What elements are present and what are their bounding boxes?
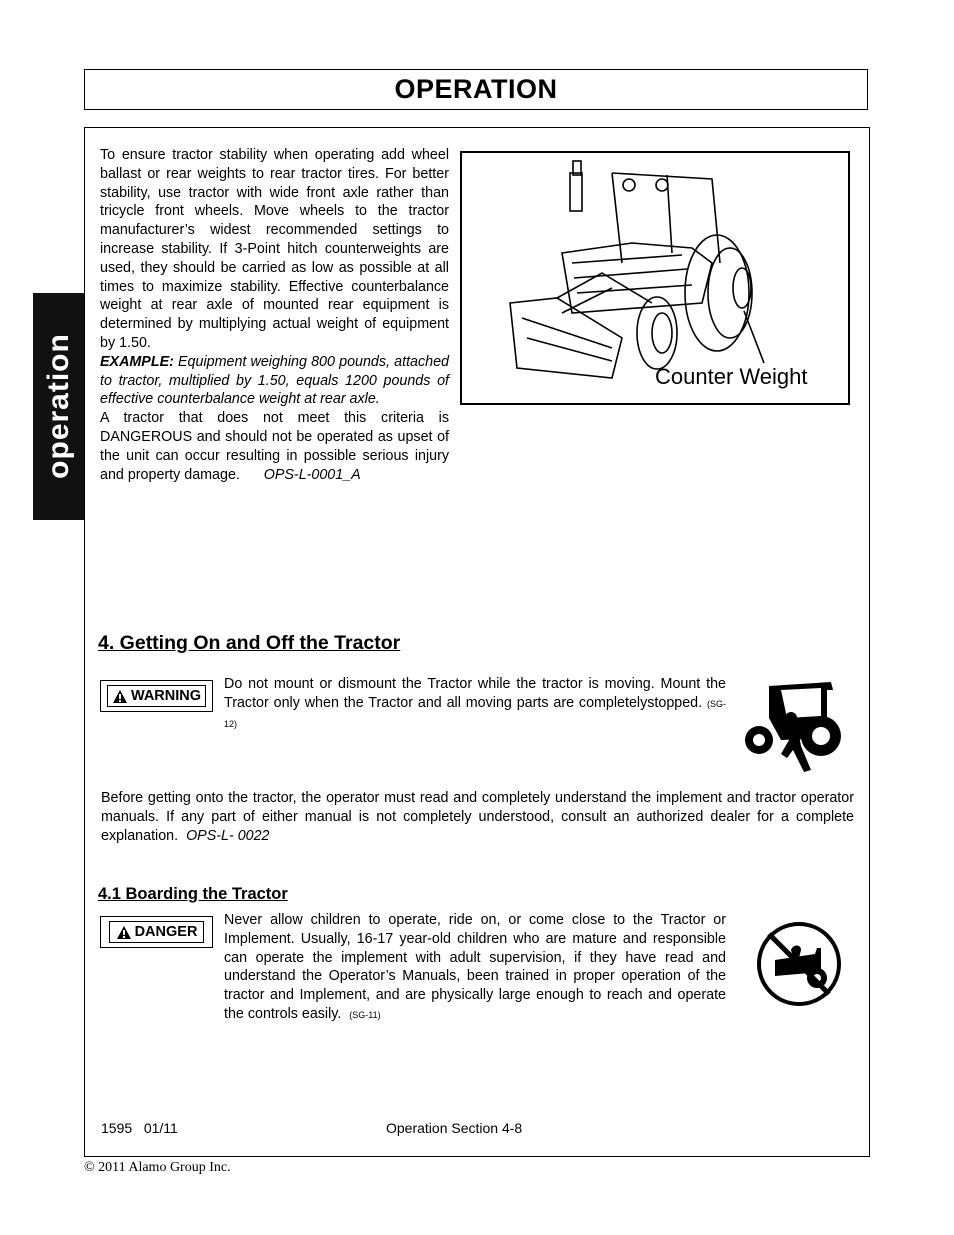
no-children-icon [755,920,843,1008]
stability-text-block [100,146,449,484]
mount-tractor-icon [741,678,845,776]
mount-warning-ref: (SG-12) [224,698,726,729]
danger-badge [100,916,213,948]
manuals-paragraph [101,789,854,845]
criteria-paragraph [100,409,449,484]
warning-triangle-icon [112,689,128,704]
counterweight-figure [460,151,850,405]
side-tab-label: operation [42,333,75,479]
danger-badge-label: DANGER [134,924,198,940]
example-text: Equipment weighing 800 pounds, attached to tractor, multiplied by 1.50, equals 1200 pounds of effective counterbalance weight at rear axle. [100,353,449,408]
criteria-ref: OPS-L-0001_A [263,466,361,483]
stability-paragraph: To ensure tractor stability when operating add wheel ballast or rear weights to rear tractor tires. For better stability, use tractor with wide front axle rather than tricycle front wheels. Move wheels to the tractor manufacturer’s widest recommended settings to increase stability. If 3-Point hitch counterweights are used, they should be carried as low as possible at all times to maximize stability. Effective counterbalance weight at rear axle of mounted rear equipment is determined by multiplying actual weight of equipment by 1.50. [100,147,449,351]
side-tab [33,293,85,520]
criteria-text: A tractor that does not meet this criteria is DANGEROUS and should not be operated as upset of the unit can occur resulting in possible serious injury and property damage. [100,410,449,483]
subsection-heading: 4.1 Boarding the Tractor [98,885,288,903]
section-heading: 4. Getting On and Off the Tractor [98,632,401,654]
mount-warning-body: Do not mount or dismount the Tractor while the tractor is moving. Mount the Tractor only when the Tractor and all moving parts are completelystopped. [224,676,726,711]
page-title: OPERATION [394,74,558,104]
copyright: © 2011 Alamo Group Inc. [84,1160,231,1175]
warning-badge [100,680,213,712]
danger-triangle-icon [116,925,132,940]
children-danger-ref: (SG-11) [349,1009,381,1020]
page-header [84,69,868,110]
example-paragraph [100,353,449,409]
manuals-body: Before getting onto the tractor, the operator must read and completely understand the implement and tractor operator manuals. If any part of either manual is not completely understood, consult an authorized dealer for a complete explanation. [101,790,854,844]
example-label: EXAMPLE: [100,353,174,370]
manuals-ref: OPS-L- 0022 [186,827,270,844]
children-danger-body: Never allow children to operate, ride on, or come close to the Tractor or Implement. Usually, 16-17 year-old children who are mature and responsible can operate the implement with adult supervision, if they have read and understand the Operator’s Manuals, been trained in proper operation of the tractor and Implement, and are physically large enough to reach and operate the controls easily. [224,912,726,1022]
doc-number: 1595 01/11 [101,1120,178,1136]
counterweight-label: Counter Weight [655,364,808,389]
section-label: Operation Section 4-8 [386,1120,523,1136]
children-danger-text [224,911,726,1025]
warning-badge-label: WARNING [130,688,202,704]
mount-warning-text [224,675,726,733]
